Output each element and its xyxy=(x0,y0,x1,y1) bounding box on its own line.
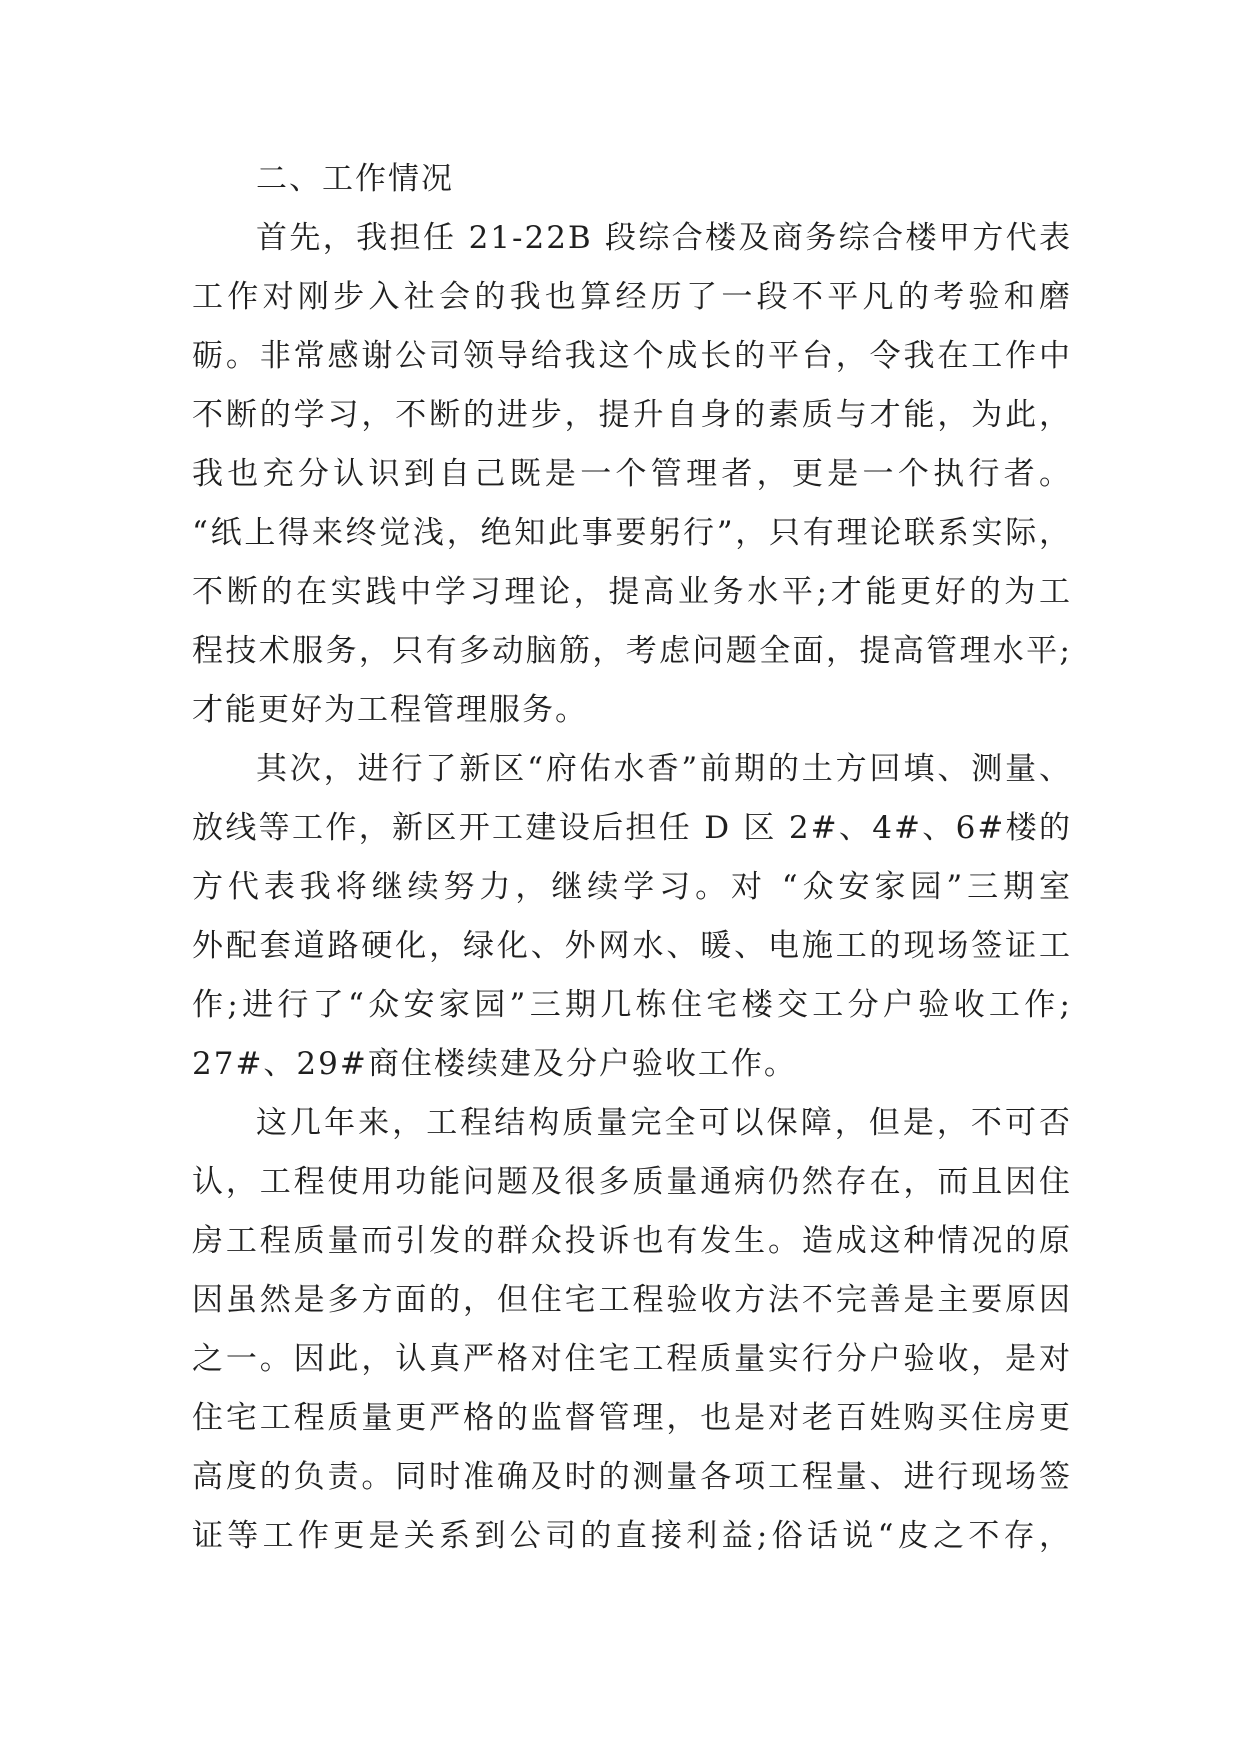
paragraph-line: 27#、29#商住楼续建及分户验收工作。 xyxy=(192,1046,797,1082)
paragraph-line: 砺。非常感谢公司领导给我这个成长的平台，令我在工作中 xyxy=(192,338,1072,374)
paragraph-line: 程技术服务，只有多动脑筋，考虑问题全面，提高管理水平; xyxy=(192,633,1072,669)
paragraph-line: 认，工程使用功能问题及很多质量通病仍然存在，而且因住 xyxy=(192,1164,1072,1200)
paragraph-line: 工作对刚步入社会的我也算经历了一段不平凡的考验和磨 xyxy=(192,279,1072,315)
paragraph-line: 才能更好为工程管理服务。 xyxy=(192,692,588,728)
paragraph-line: 房工程质量而引发的群众投诉也有发生。造成这种情况的原 xyxy=(192,1223,1072,1259)
section-heading: 二、工作情况 xyxy=(256,161,454,197)
paragraph-line: 不断的学习，不断的进步，提升自身的素质与才能，为此， xyxy=(192,397,1072,433)
paragraph-line: 之一。因此，认真严格对住宅工程质量实行分户验收，是对 xyxy=(192,1341,1072,1377)
paragraph-line: 高度的负责。同时准确及时的测量各项工程量、进行现场签 xyxy=(192,1459,1072,1495)
paragraph-line: 我也充分认识到自己既是一个管理者，更是一个执行者。 xyxy=(192,456,1072,492)
paragraph-line: 方代表我将继续努力，继续学习。对 “众安家园”三期室 xyxy=(192,869,1072,905)
paragraph-line: 住宅工程质量更严格的监督管理，也是对老百姓购买住房更 xyxy=(192,1400,1072,1436)
paragraph-line: 放线等工作，新区开工建设后担任 D 区 2#、4#、6#楼的 xyxy=(192,810,1072,846)
paragraph-line: 这几年来，工程结构质量完全可以保障，但是，不可否 xyxy=(256,1105,1072,1141)
paragraph-line: 作;进行了“众安家园”三期几栋住宅楼交工分户验收工作; xyxy=(192,987,1072,1023)
document-body xyxy=(192,150,1072,1566)
paragraph-line: 其次，进行了新区“府佑水香”前期的土方回填、测量、 xyxy=(256,751,1072,787)
paragraph-line: 外配套道路硬化，绿化、外网水、暖、电施工的现场签证工 xyxy=(192,928,1072,964)
paragraph-line: 因虽然是多方面的，但住宅工程验收方法不完善是主要原因 xyxy=(192,1282,1072,1318)
paragraph-line: 证等工作更是关系到公司的直接利益;俗话说“皮之不存， xyxy=(192,1518,1072,1554)
paragraph-line: 不断的在实践中学习理论，提高业务水平;才能更好的为工 xyxy=(192,574,1072,610)
paragraph-line: “纸上得来终觉浅，绝知此事要躬行”，只有理论联系实际， xyxy=(192,515,1072,551)
paragraph-line: 首先，我担任 21-22B 段综合楼及商务综合楼甲方代表 xyxy=(256,220,1072,256)
